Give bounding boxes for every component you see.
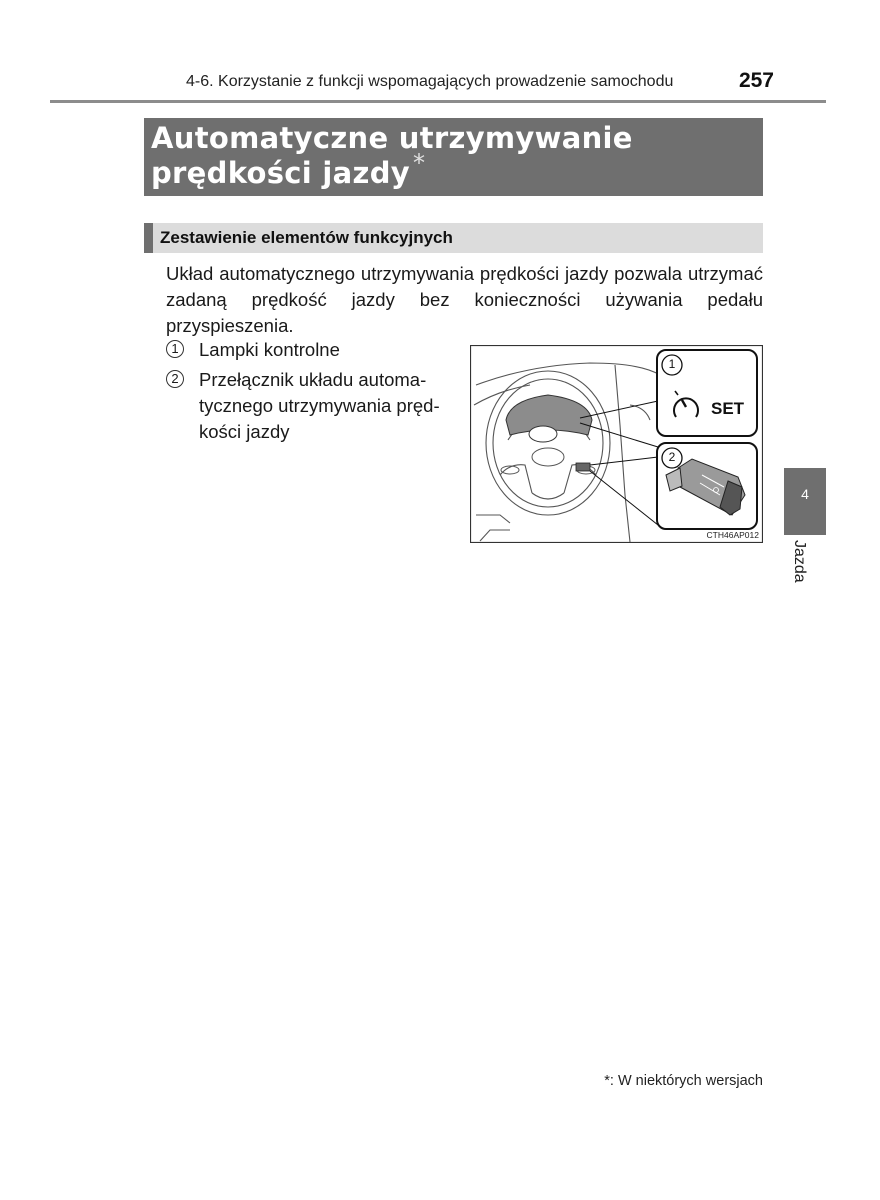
figure-code: CTH46AP012 (706, 530, 759, 540)
subheading-text: Zestawienie elementów funkcyjnych (160, 228, 453, 247)
intro-paragraph: Układ automatycznego utrzymywania prędkości jazdy pozwala utrzymać zadaną prędkość jazdy bez konieczności używania pedału przyspieszenia. (166, 263, 763, 336)
page-title (144, 118, 763, 196)
asterisk-icon: * (412, 149, 426, 177)
illustration-drawing (470, 345, 763, 543)
title-line-1: Automatyczne utrzymywanie (151, 121, 633, 155)
chapter-number: 4 (801, 486, 809, 502)
running-header: 4-6. Korzystanie z funkcji wspomagających prowadzenie samochodu (186, 73, 674, 90)
title-line-2 (151, 149, 426, 190)
section-subheading (144, 223, 763, 253)
list-item-text: Przełącznik układu automa- tycznego utrzymywania pręd- kości jazdy (199, 369, 440, 442)
chapter-tab (784, 468, 826, 535)
chapter-label-text: Jazda (791, 540, 808, 583)
callout-number: 1 (166, 340, 184, 358)
callout-number: 2 (166, 370, 184, 388)
list-item-text: Lampki kontrolne (199, 339, 340, 360)
header-rule (50, 100, 826, 103)
chapter-label (790, 540, 810, 600)
page-number: 257 (738, 69, 774, 92)
cruise-control-illustration (470, 345, 763, 543)
callout-1-label: 1 (668, 357, 676, 371)
title-line-2-text: prędkości jazdy (151, 156, 410, 190)
callout-2-label: 2 (668, 450, 676, 464)
set-label: SET (711, 399, 745, 418)
footnote: *: W niektórych wersjach (604, 1073, 763, 1089)
